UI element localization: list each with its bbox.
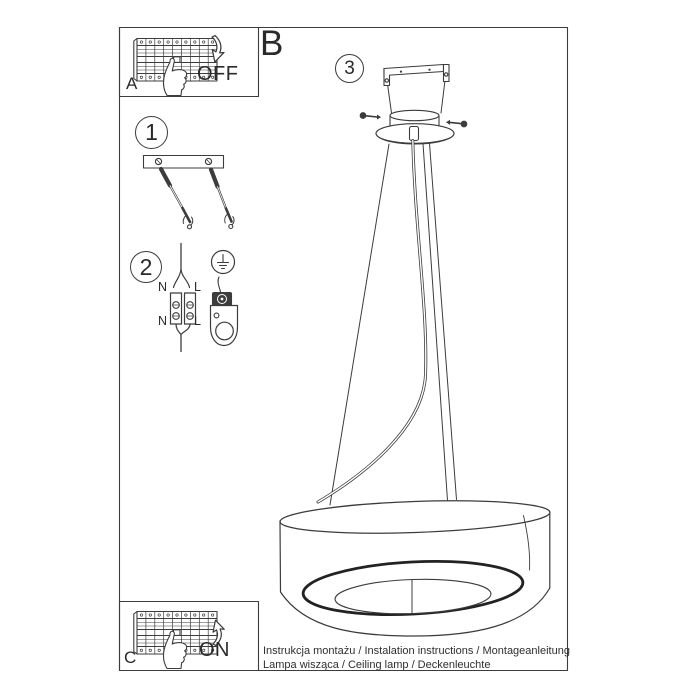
screw-wall-anchor-icon	[211, 170, 234, 229]
side-screw-icon	[446, 120, 467, 127]
screw-wall-anchor-icon	[161, 169, 193, 229]
wire-label-live-bottom: L	[194, 314, 201, 328]
curved-arrow-down-icon	[212, 36, 224, 62]
drum-lampshade-icon	[280, 497, 551, 636]
ceiling-bracket	[384, 65, 449, 114]
footer-text	[263, 644, 570, 672]
earth-ground-symbol-icon	[212, 251, 235, 274]
off-label: OFF	[197, 63, 239, 85]
footer-line-1: Instrukcja montażu / Instalation instructions / Montageanleitung	[263, 645, 570, 657]
ground-clamp-icon	[211, 277, 238, 346]
footer-line-2: Lampa wisząca / Ceiling lamp / Deckenleuchte	[263, 659, 491, 671]
panel-c-label: C	[124, 648, 137, 667]
side-screw-icon	[360, 113, 381, 120]
panel-a-label: A	[126, 74, 138, 93]
ceiling-canopy-icon	[360, 110, 467, 144]
wire-label-live-top: L	[194, 280, 201, 294]
step-3-badge: 3	[335, 54, 364, 83]
step-2-badge: 2	[130, 251, 162, 283]
section-b-label: B	[260, 24, 284, 63]
terminal-block-icon	[171, 244, 196, 352]
on-label: ON	[199, 639, 230, 661]
mounting-strip-and-anchors	[144, 156, 235, 229]
shade-seam	[524, 516, 530, 571]
power-cord	[318, 141, 426, 503]
suspension-wires	[318, 141, 457, 506]
wire-label-neutral-bottom: N	[158, 314, 168, 328]
wire-label-neutral-top: N	[158, 280, 168, 294]
step-1-badge: 1	[135, 116, 168, 149]
